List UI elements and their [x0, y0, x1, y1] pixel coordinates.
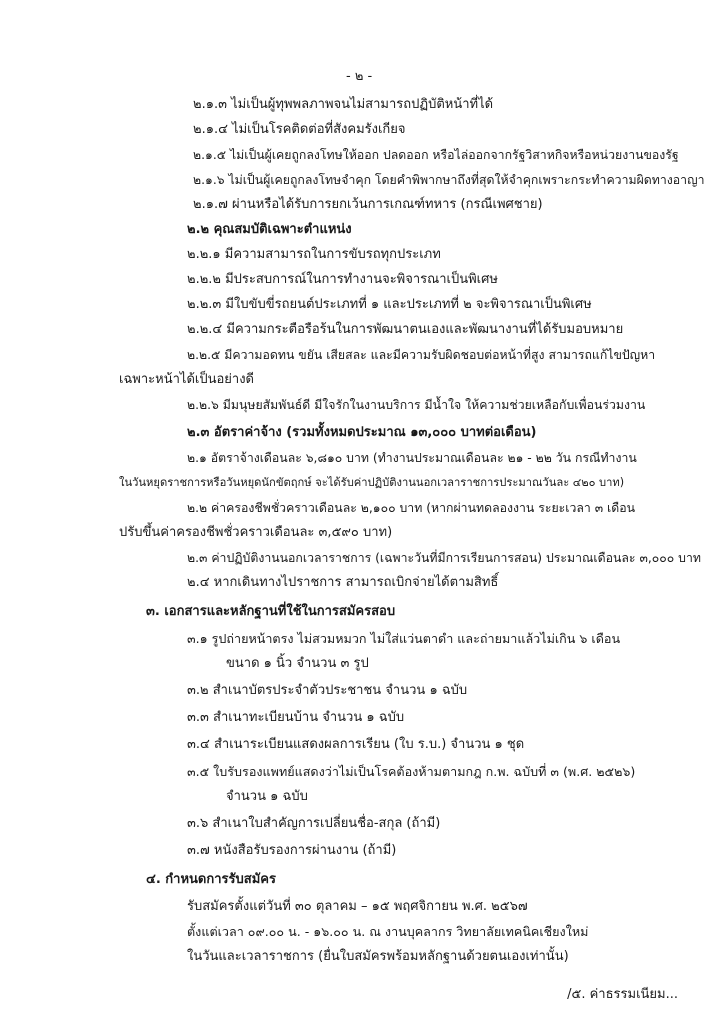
qual-general-item: ๒.๑.๓ ไม่เป็นผู้ทุพพลภาพจนไม่สามารถปฏิบัติหน้าที่ได้ [193, 97, 494, 112]
section-heading-application: ๔. กำหนดการรับสมัคร [146, 872, 276, 887]
document-item: ๓.๗ หนังสือรับรองการผ่านงาน (ถ้ามี) [187, 843, 397, 858]
qual-specific-continuation: เฉพาะหน้าได้เป็นอย่างดี [119, 372, 254, 387]
page-number: - ๒ - [346, 69, 373, 84]
qual-general-item: ๒.๑.๖ ไม่เป็นผู้เคยถูกลงโทษจำคุก โดยคำพิพากษาถึงที่สุดให้จำคุกเพราะกระทำความผิดทางอาญา [193, 173, 705, 187]
next-page-indicator: /๕. ค่าธรรมเนียม... [567, 987, 678, 1002]
wage-continuation: ปรับขึ้นค่าครองชีพชั่วคราวเดือนละ ๓,๕๙๐ บาท) [119, 525, 393, 540]
qual-specific-item: ๒.๒.๕ มีความอดทน ขยัน เสียสละ และมีความรับผิดชอบต่อหน้าที่สูง สามารถแก้ไขปัญหา [187, 348, 656, 362]
document-item: ๓.๕ ใบรับรองแพทย์แสดงว่าไม่เป็นโรคต้องห้ามตามกฎ ก.พ. ฉบับที่ ๓ (พ.ศ. ๒๕๒๖) [187, 764, 636, 779]
document-item: ๓.๑ รูปถ่ายหน้าตรง ไม่สวมหมวก ไม่ใส่แว่นตาดำ และถ่ายมาแล้วไม่เกิน ๖ เดือน [187, 631, 621, 646]
qual-general-item: ๒.๑.๔ ไม่เป็นโรคติดต่อที่สังคมรังเกียจ [193, 122, 406, 137]
section-heading-wage: ๒.๓ อัตราค่าจ้าง (รวมทั้งหมดประมาณ ๑๓,๐๐๐ บาทต่อเดือน) [187, 425, 537, 440]
document-item: ๓.๓ สำเนาทะเบียนบ้าน จำนวน ๑ ฉบับ [187, 710, 405, 725]
application-line: ในวันและเวลาราชการ (ยื่นใบสมัครพร้อมหลักฐานด้วยตนเองเท่านั้น) [187, 949, 569, 964]
qual-specific-item: ๒.๒.๖ มีมนุษยสัมพันธ์ดี มีใจรักในงานบริการ มีน้ำใจ ให้ความช่วยเหลือกับเพื่อนร่วมงาน [187, 398, 646, 412]
qual-specific-item: ๒.๒.๑ มีความสามารถในการขับรถทุกประเภท [187, 247, 441, 262]
qual-specific-item: ๒.๒.๔ มีความกระตือรือร้นในการพัฒนาตนเองและพัฒนางานที่ได้รับมอบหมาย [187, 322, 624, 337]
application-line: ตั้งแต่เวลา ๐๙.๐๐ น. - ๑๖.๐๐ น. ณ งานบุคลากร วิทยาลัยเทคนิคเชียงใหม่ [187, 924, 589, 939]
wage-item: ๒.๑ อัตราจ้างเดือนละ ๖,๘๑๐ บาท (ทำงานประมาณเดือนละ ๒๑ - ๒๒ วัน กรณีทำงาน [187, 451, 637, 465]
qual-general-item: ๒.๑.๕ ไม่เป็นผู้เคยถูกลงโทษให้ออก ปลดออก หรือไล่ออกจากรัฐวิสาหกิจหรือหน่วยงานของรัฐ [193, 148, 679, 162]
section-heading-documents: ๓. เอกสารและหลักฐานที่ใช้ในการสมัครสอบ [146, 604, 396, 619]
document-item: ๓.๔ สำเนาระเบียนแสดงผลการเรียน (ใบ ร.บ.) จำนวน ๑ ชุด [187, 737, 525, 752]
qual-specific-item: ๒.๒.๓ มีใบขับขี่รถยนต์ประเภทที่ ๑ และประเภทที่ ๒ จะพิจารณาเป็นพิเศษ [187, 297, 592, 312]
wage-item: ๒.๒ ค่าครองชีพชั่วคราวเดือนละ ๒,๑๐๐ บาท (หากผ่านทดลองงาน ระยะเวลา ๓ เดือน [187, 501, 636, 515]
wage-continuation: ในวันหยุดราชการหรือวันหยุดนักขัตฤกษ์ จะได้รับค่าปฏิบัติงานนอกเวลาราชการประมาณวันละ ๔๒๐ บาท) [119, 476, 625, 489]
wage-item: ๒.๔ หากเดินทางไปราชการ สามารถเบิกจ่ายได้ตามสิทธิ์ [187, 575, 499, 590]
qual-general-item: ๒.๑.๗ ผ่านหรือได้รับการยกเว้นการเกณฑ์ทหาร (กรณีเพศชาย) [193, 197, 543, 212]
document-item-continuation: จำนวน ๑ ฉบับ [226, 789, 308, 804]
wage-item: ๒.๓ ค่าปฏิบัติงานนอกเวลาราชการ (เฉพาะวันที่มีการเรียนการสอน) ประมาณเดือนละ ๓,๐๐๐ บาท [187, 551, 702, 565]
section-heading-specific: ๒.๒ คุณสมบัติเฉพาะตำแหน่ง [187, 222, 352, 237]
qual-specific-item: ๒.๒.๒ มีประสบการณ์ในการทำงานจะพิจารณาเป็นพิเศษ [187, 272, 498, 287]
document-item-continuation: ขนาด ๑ นิ้ว จำนวน ๓ รูป [226, 656, 369, 671]
document-item: ๓.๖ สำเนาใบสำคัญการเปลี่ยนชื่อ-สกุล (ถ้ามี) [187, 816, 441, 831]
document-item: ๓.๒ สำเนาบัตรประจำตัวประชาชน จำนวน ๑ ฉบับ [187, 683, 468, 698]
application-line: รับสมัครตั้งแต่วันที่ ๓๐ ตุลาคม – ๑๕ พฤศจิกายน พ.ศ. ๒๕๖๗ [187, 899, 528, 914]
